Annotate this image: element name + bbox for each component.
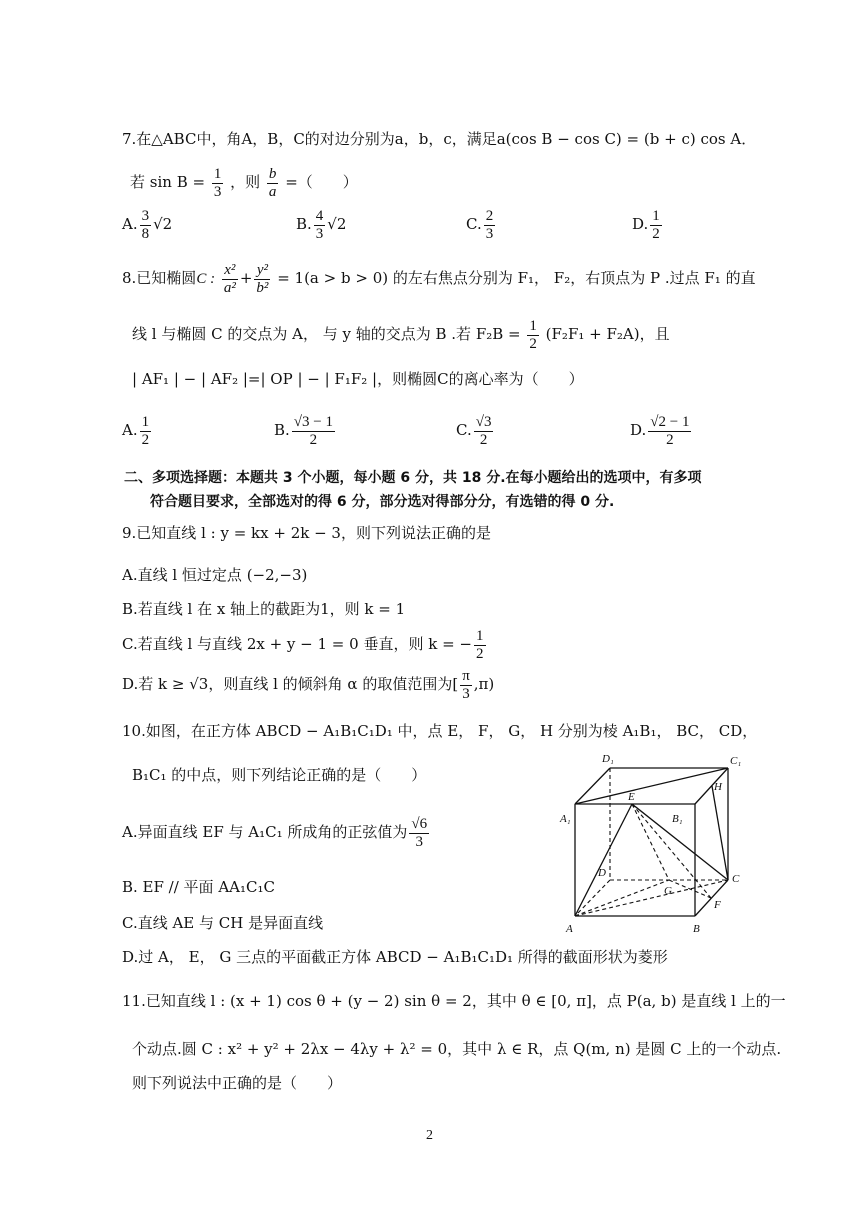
edge-a1d1 xyxy=(575,768,610,804)
q8-option-a[interactable]: A. $\frac{1}{2}$ xyxy=(122,414,150,448)
label-f: F xyxy=(714,899,721,911)
q8-stem-line1: 8.已知椭圆C : $\frac{\text{x²}}{\text{a²}}$ + $\frac{\text{y²}}{\text{b²}}$ = 1(a > b > 0) 的左右焦点分别为 F₁， F₂，右顶点为 P .过点 F₁ 的直 xyxy=(122,262,756,296)
q9-option-d[interactable]: D.若 k ≥ √3，则直线 l 的倾斜角 α 的取值范围为[ $\frac{\pi}{3}$ ,π) xyxy=(122,668,495,702)
q10-option-b[interactable]: B. EF // 平面 AA₁C₁C xyxy=(122,878,275,896)
segment-a1c1 xyxy=(575,768,728,804)
q7-stem-line2 xyxy=(130,166,358,200)
segment-ac xyxy=(575,880,728,916)
q7-option-b[interactable]: B. $\frac{4}{3}$ √2 xyxy=(296,208,347,242)
edge-da xyxy=(575,880,610,916)
q7-option-a[interactable]: A. $\frac{3}{8}$ √2 xyxy=(122,208,173,242)
segment-ag xyxy=(575,880,669,916)
segment-gf xyxy=(669,880,711,898)
cube-figure xyxy=(550,748,750,938)
segment-hc xyxy=(712,786,728,880)
q7-option-c[interactable]: C. $\frac{2}{3}$ xyxy=(466,208,494,242)
q9-option-c[interactable]: C.若直线 l 与直线 2x + y − 1 = 0 垂直，则 k = − $\frac{1}{2}$ xyxy=(122,628,484,662)
q10-option-c[interactable]: C.直线 AE 与 CH 是异面直线 xyxy=(122,914,324,932)
label-e: E xyxy=(628,791,635,803)
q9-option-b[interactable]: B.若直线 l 在 x 轴上的截距为1，则 k = 1 xyxy=(122,600,406,618)
q10-option-d[interactable]: D.过 A， E， G 三点的平面截正方体 ABCD − A₁B₁C₁D₁ 所得的截面形状为菱形 xyxy=(122,948,668,966)
q7-blank: =（ ） xyxy=(285,173,358,191)
q7-stem-line1: 7.在△ABC中，角A，B，C的对边分别为a，b，c，满足a(cos B − cos C) = (b + c) cos A． xyxy=(122,130,757,148)
q11-stem-line3: 则下列说法中正确的是（ ） xyxy=(132,1074,343,1092)
q11-stem-line1: 11.已知直线 l : (x + 1) cos θ + (y − 2) sin θ = 2，其中 θ ∈ [0, π]，点 P(a, b) 是直线 l 上的一 xyxy=(122,992,786,1010)
label-d1: D₁ xyxy=(602,753,614,765)
q8-option-c[interactable]: C. $\frac{√3}{2}$ xyxy=(456,414,492,448)
q8-option-b[interactable]: B. $\frac{√3 - 1}{2}$ xyxy=(274,414,333,448)
q9-option-a[interactable]: A.直线 l 恒过定点 (−2,−3) xyxy=(122,566,308,584)
q7-option-d[interactable]: D. $\frac{1}{2}$ xyxy=(632,208,660,242)
label-h: H xyxy=(714,781,722,793)
q8-stem-line3: | AF₁ | − | AF₂ |=| OP | − | F₁F₂ |，则椭圆C的离心率为（ ） xyxy=(132,370,584,388)
q7-sinB-label: 若 sin B = xyxy=(130,173,206,191)
q8-option-d[interactable]: D. $\frac{√2 - 1}{2}$ xyxy=(630,414,690,448)
label-g: G xyxy=(664,885,672,897)
segment-ae xyxy=(575,804,632,916)
label-a1: A₁ xyxy=(560,813,571,825)
q8-stem-line2: 线 l 与椭圆 C 的交点为 A， 与 y 轴的交点为 B .若 F₂B = $\frac{1}{2}$ (F₂F₁ + F₂A)，且 xyxy=(132,318,670,352)
label-b1: B₁ xyxy=(672,813,683,825)
q11-stem-line2: 个动点.圆 C : x² + y² + 2λx − 4λy + λ² = 0，其中 λ ∈ R，点 Q(m, n) 是圆 C 上的一个动点. xyxy=(132,1040,782,1058)
label-d: D xyxy=(598,867,606,879)
q10-stem-line1: 10.如图，在正方体 ABCD − A₁B₁C₁D₁ 中，点 E， F， G， H 分别为棱 A₁B₁， BC， CD， xyxy=(122,722,758,740)
label-c: C xyxy=(732,873,740,885)
label-b: B xyxy=(693,923,700,935)
label-a: A xyxy=(566,923,573,935)
q10-option-a[interactable]: A.异面直线 EF 与 A₁C₁ 所成角的正弦值为 $\frac{√6}{3}$ xyxy=(122,816,428,850)
page-number: 2 xyxy=(426,1128,433,1143)
edge-c1b1 xyxy=(695,768,728,804)
q10-stem-line2: B₁C₁ 的中点，则下列结论正确的是（ ） xyxy=(132,766,427,784)
q7-sinB-fraction: $\frac{1}{3}$ xyxy=(213,166,222,200)
label-c1: C₁ xyxy=(730,755,742,767)
q7-ratio-fraction: $\frac{b}{a}$ xyxy=(268,166,277,200)
section2-line2: 符合题目要求，全部选对的得 6 分，部分选对得部分分，有选错的得 0 分. xyxy=(150,494,615,510)
q7-then: ，则 xyxy=(230,173,261,191)
q9-stem: 9.已知直线 l : y = kx + 2k − 3，则下列说法正确的是 xyxy=(122,524,491,542)
section2-line1: 二、多项选择题：本题共 3 个小题，每小题 6 分，共 18 分.在每小题给出的选项中，有多项 xyxy=(124,470,702,486)
